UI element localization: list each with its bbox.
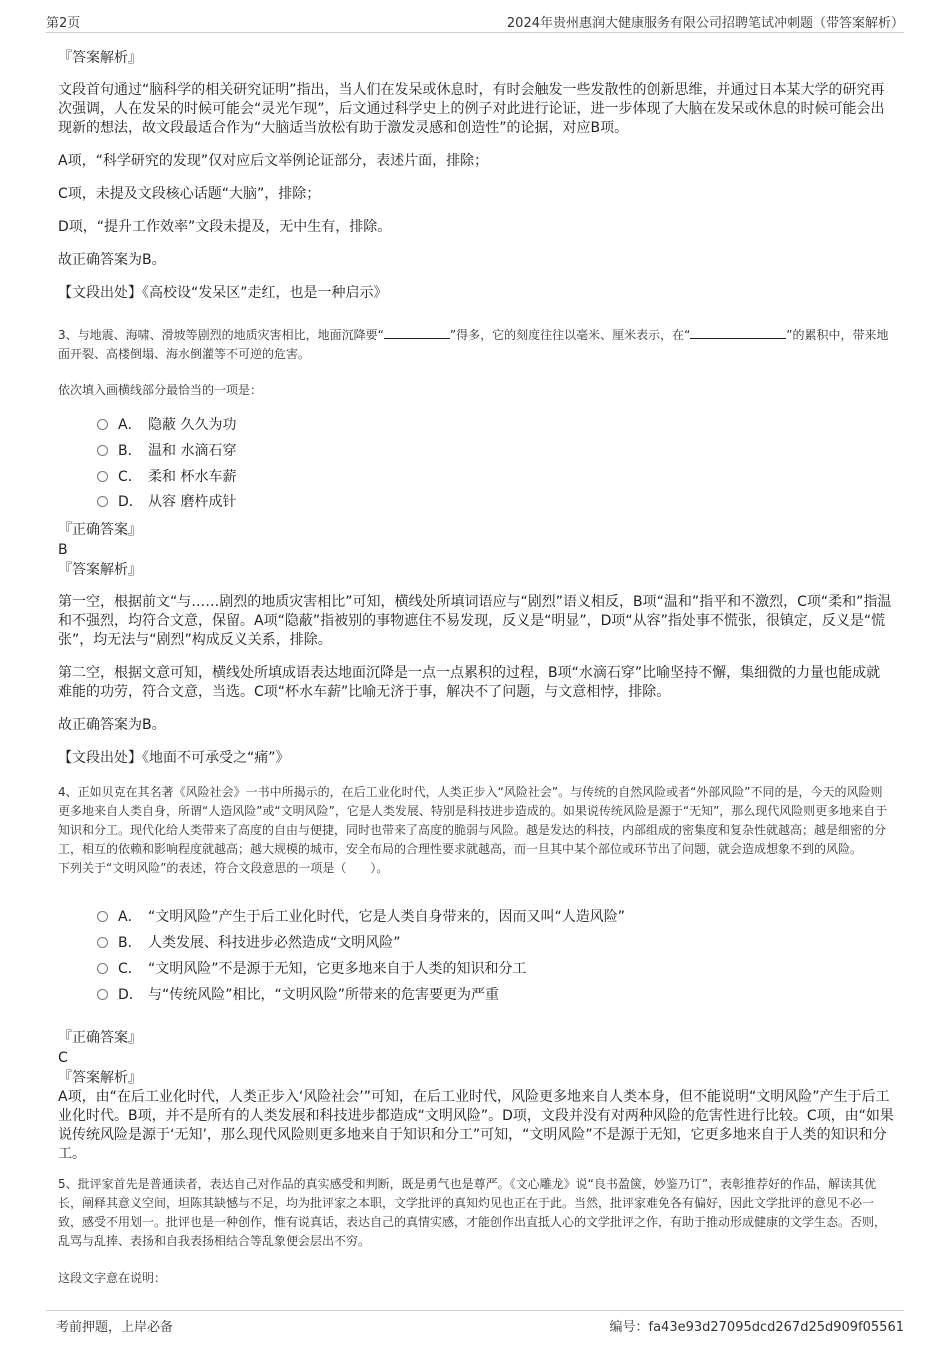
q4-option-a[interactable]: A． “文明风险”产生于后工业化时代，它是人类自身带来的，因而又叫“人造风险” (97, 907, 625, 927)
footer-motto: 考前押题，上岸必备 (56, 1320, 174, 1335)
radio-icon[interactable] (97, 937, 108, 948)
radio-icon[interactable] (97, 445, 108, 456)
page-footer (46, 1310, 904, 1335)
q3-stem-part3: ”的累积中，带来地面开裂、高楼倒塌、海水倒灌等不可逆的危害。 (58, 328, 889, 361)
conclusion: 故正确答案为B。 (58, 717, 166, 733)
q2-analysis (58, 48, 894, 303)
analysis-paragraph: A项，由“在后工业化时代，人类正步入‘风险社会’”可知，在后工业时代，风险更多地来自人类本身，但不能说明“文明风险”产生于后工业化时代。B项，并不是所有的人类发展和科技进步都造成“文明风险”。D项，文段并没有对两种风险的危害性进行比较。C项，由“如果说传统风险是源于‘无知’，那么现代风险则更多地来自于知识和分工”可知，“文明风险”不是源于无知，它更多地来自于人类的知识和分工。 (58, 1089, 894, 1162)
q3-option-c[interactable]: C． 柔和 杯水车薪 (97, 467, 236, 487)
source: 【文段出处】《地面不可承受之“痛”》 (58, 750, 290, 766)
correct-answer: C (58, 1050, 68, 1066)
page-header (46, 10, 904, 33)
q4-option-b[interactable]: B． 人类发展、科技进步必然造成“文明风险” (97, 933, 401, 953)
analysis-paragraph-2: 第二空，根据文意可知，横线处所填成语表达地面沉降是一点一点累积的过程，B项“水滴石穿”比喻坚持不懈，集细微的力量也能成就难能的功劳，符合文意，当选。C项“杯水车薪”比喻无济于事，解决不了问题，与文意相悖，排除。 (58, 665, 881, 700)
q4-option-d[interactable]: D． 与“传统风险”相比，“文明风险”所带来的危害要更为严重 (97, 985, 499, 1005)
q5-prompt: 这段文字意在说明： (58, 1271, 167, 1285)
document-title: 2024年贵州惠润大健康服务有限公司招聘笔试冲刺题（带答案解析） (506, 16, 904, 31)
q3-option-b[interactable]: B． 温和 水滴石穿 (97, 441, 236, 461)
q3-option-d[interactable]: D． 从容 磨杵成针 (97, 492, 236, 512)
q3-stem-part1: 3、与地震、海啸、滑坡等剧烈的地质灾害相比，地面沉降要“ (58, 328, 384, 342)
analysis-label: 『答案解析』 (58, 1070, 142, 1086)
q4-prompt: 下列关于“文明风险”的表述，符合文段意思的一项是（ ）。 (58, 861, 389, 875)
analysis-option-c: C项，未提及文段核心话题“大脑”，排除； (58, 186, 321, 202)
radio-icon[interactable] (97, 496, 108, 507)
q4-passage: 4、正如贝克在其名著《风险社会》一书中所揭示的，在后工业化时代，人类正步入“风险社会”。与传统的自然风险或者“外部风险”不同的是，今天的风险则更多地来自人类自身，所谓“人造风险”或“文明风险”，它是人类发展、特别是科技进步造成的。如果说传统风险是源于“无知”，那么现代风险则更多地来自于知识和分工。现代化给人类带来了高度的自由与便捷，同时也带来了高度的脆弱与风险。越是发达的科技，内部组成的密集度和复杂性就越高；越是细密的分工，相互的依赖和影响程度就越高；越大规模的城市，安全布局的合理性要求就越高，而一旦其中某个部位或环节出了问题，就会造成想象不到的风险。 (58, 785, 888, 856)
radio-icon[interactable] (97, 963, 108, 974)
q3-prompt: 依次填入画横线部分最恰当的一项是： (58, 383, 263, 397)
q3-option-a[interactable]: A． 隐蔽 久久为功 (97, 415, 236, 435)
q3-stem (58, 326, 894, 400)
fill-blank-2 (690, 326, 786, 339)
radio-icon[interactable] (97, 419, 108, 430)
analysis-paragraph-1: 第一空，根据前文“与……剧烈的地质灾害相比”可知，横线处所填词语应与“剧烈”语义相反，B项“温和”指平和不激烈，C项“柔和”指温和不强烈，均符合文意，保留。A项“隐蔽”指被别的事物遮住不易发现，反义是“明显”，D项“从容”指处事不慌张，很镇定，反义是“慌张”，均无法与“剧烈”构成反义关系，排除。 (58, 594, 892, 648)
q4-answer (58, 1028, 894, 1164)
document-code: 编号：fa43e93d27095dcd267d25d909f05561 (609, 1320, 904, 1335)
analysis-option-d: D项，“提升工作效率”文段未提及，无中生有，排除。 (58, 219, 392, 235)
source: 【文段出处】《高校设“发呆区”走红，也是一种启示》 (58, 285, 388, 301)
radio-icon[interactable] (97, 911, 108, 922)
q5-passage: 5、批评家首先是普通读者，表达自己对作品的真实感受和判断，既是勇气也是尊严。《文心雕龙》说“良书盈箧，妙鉴乃订”，表彰推荐好的作品，解读其优长，阐释其意义空间，坦陈其缺憾与不足，均为批评家之本职，文学批评的真知灼见也正在于此。当然，批评家难免各有偏好，因此文学批评的意见不必一致，感受不用划一。批评也是一种创作，惟有说真话，表达自己的真情实感，才能创作出直抵人心的文学批评之作，有助于推动形成健康的文学生态。否则，乱骂与乱捧、表扬和自我表扬相结合等乱象便会层出不穷。 (58, 1177, 887, 1248)
correct-label: 『正确答案』 (58, 1030, 142, 1046)
q3-stem-part2: ”得多，它的刻度往往以毫米、厘米表示，在“ (449, 328, 691, 342)
q4-option-c[interactable]: C． “文明风险”不是源于无知，它更多地来自于人类的知识和分工 (97, 959, 527, 979)
analysis-option-a: A项，“科学研究的发现”仅对应后文举例论证部分，表述片面，排除； (58, 153, 489, 169)
q4-stem (58, 783, 894, 878)
analysis-paragraph: 文段首句通过“脑科学的相关研究证明”指出，当人们在发呆或休息时，有时会触发一些发散性的创新思维，并通过日本某大学的研究再次强调，人在发呆的时候可能会“灵光乍现”，后文通过科学史上的例子对此进行论证，进一步体现了大脑在发呆或休息的时候可能会出现新的想法，故文段最适合作为“大脑适当放松有助于激发灵感和创造性”的论据，对应B项。 (58, 82, 885, 136)
q5-stem (58, 1175, 894, 1288)
correct-label: 『正确答案』 (58, 522, 142, 538)
radio-icon[interactable] (97, 471, 108, 482)
analysis-label: 『答案解析』 (58, 50, 142, 66)
q3-answer (58, 520, 894, 768)
analysis-label: 『答案解析』 (58, 562, 142, 578)
radio-icon[interactable] (97, 989, 108, 1000)
correct-answer: B (58, 542, 68, 558)
conclusion: 故正确答案为B。 (58, 252, 166, 268)
fill-blank-1 (384, 326, 450, 339)
page-number: 第2页 (46, 16, 81, 31)
